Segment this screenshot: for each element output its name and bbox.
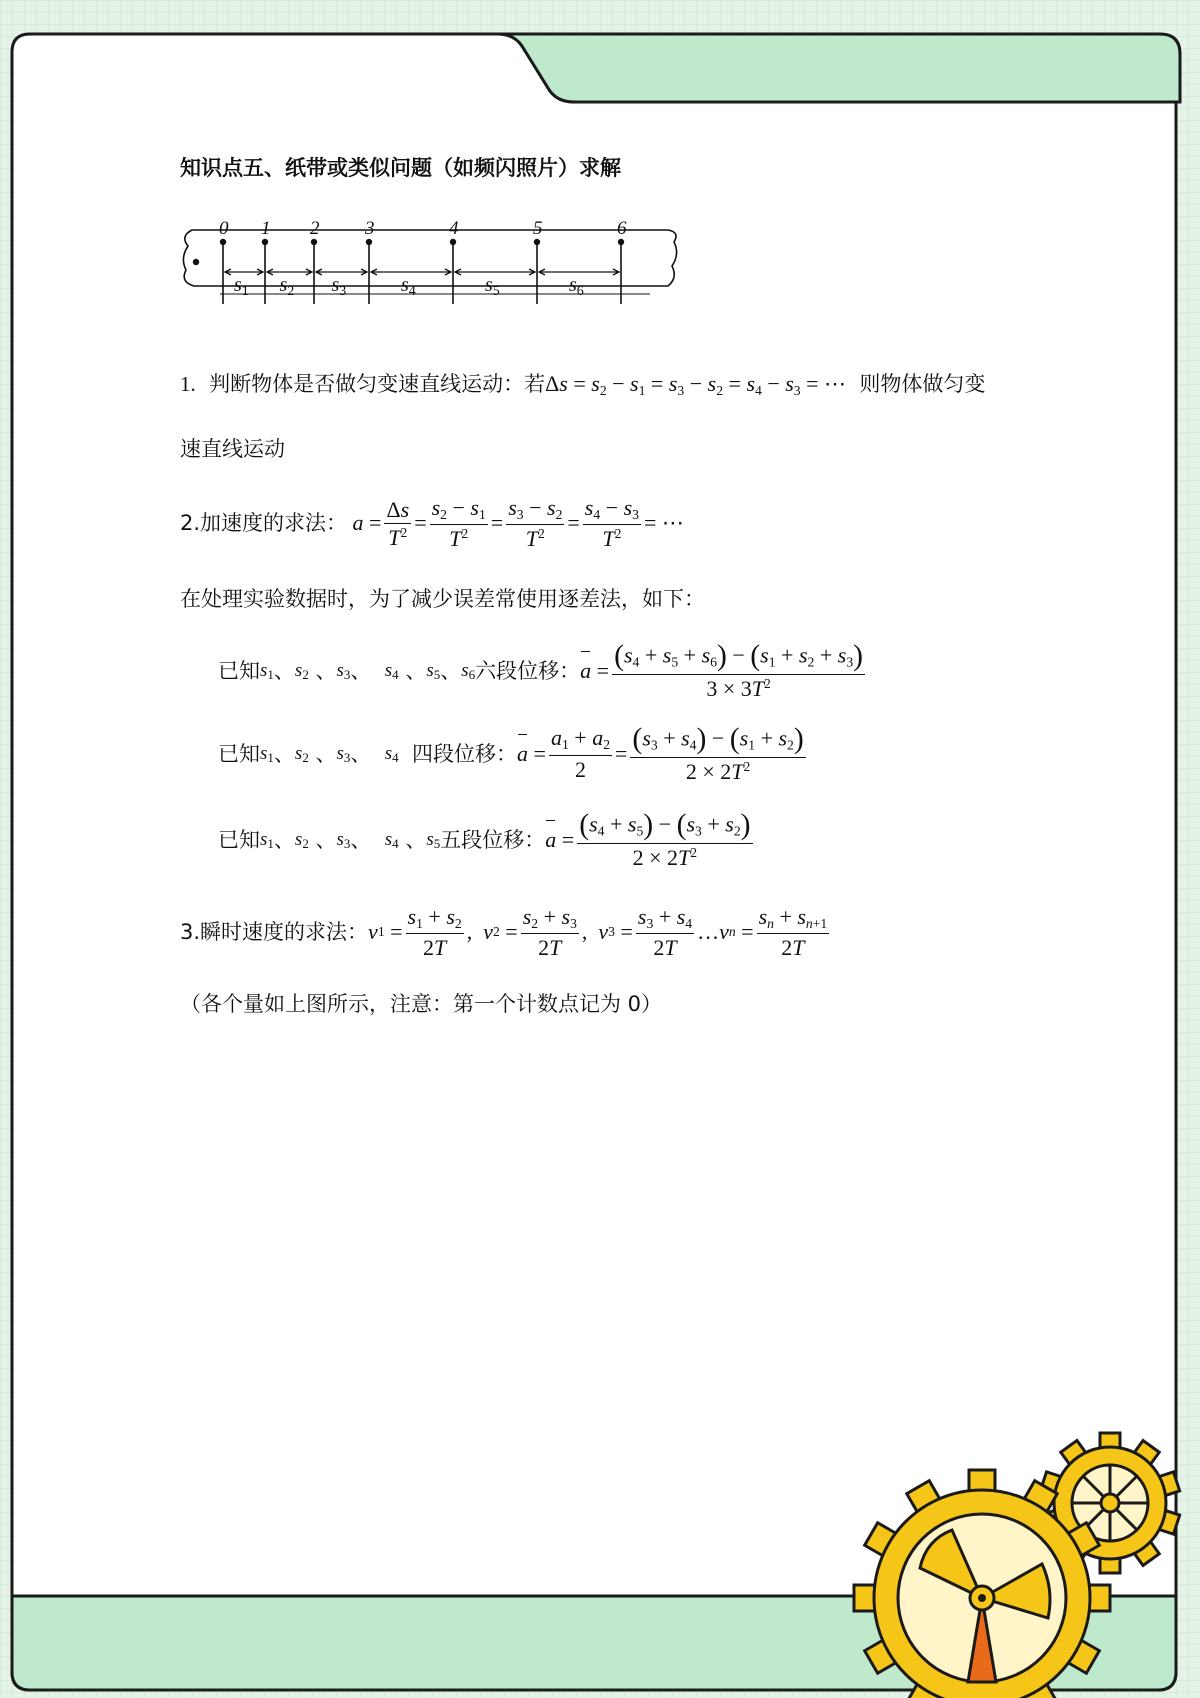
case-six-segments: 已知 s 1 、 s 2 、 s 3 、 s 4 、 s 5 、 s 6 六段位移： a = $\frac{(s_4 + s_5 + s_6) - (s_1 + s_2 + s_3)}{3 \times 3T^2}$ [218,641,868,700]
tape-segment-label: s5 [485,274,500,299]
tape-point-label: 5 [533,218,543,239]
acceleration-formula: a = $\frac{\Delta s}{T^2}$ = $\frac{s_2 - s_1}{T^2}$ = $\frac{s_3 - s_2}{T^2}$ = $\frac{s_4 - s_3}{T^2}$ = ⋯ [352,495,684,552]
item-1-tail: 则物体做匀变 [859,372,986,396]
header-tab [498,34,1180,102]
item-3-label: 3.瞬时速度的求法： [180,920,369,945]
tape-point-label: 3 [365,218,375,239]
tape-point-label: 4 [449,218,459,239]
case-four-segments: 已知 s 1 、 s 2 、 s 3 、 s 4 四段位移： a = $\frac{a_1 + a_2}{2}$ = $\frac{(s_3 + s_4) - (s_1 + s_2)}{2 \times 2T^2}$ [218,724,809,783]
tape-point-label: 2 [310,218,320,239]
four-segment-formula: a = $\frac{a_1 + a_2}{2}$ = $\frac{(s_3 + s_4) - (s_1 + s_2)}{2 \times 2T^2}$ [517,723,804,785]
item-2-label: 2.加速度的求法： [180,511,348,536]
five-segment-formula: a = $\frac{(s_4 + s_5) - (s_3 + s_2)}{2 \times 2T^2}$ [545,809,751,871]
tape-point-label: 1 [261,218,271,239]
item-1-intro: 判断物体是否做匀变速直线运动：若 [209,372,546,396]
item-1-formula: $\Delta s = s_2 - s_1 = s_3 - s_2 = s_4 - s_3$ = ⋯ [545,371,847,399]
case-five-segments: 已知 s 1 、 s 2 、 s 3 、 s 4 、 s 5 五段位移： a = $\frac{(s_4 + s_5) - (s_3 + s_2)}{2 \times 2T^2}$ [218,810,756,869]
tape-segment-label: s6 [569,274,584,299]
item-1-wrap: 速直线运动 [180,437,285,461]
tape-point-label: 0 [219,218,229,239]
case-1-prefix: 已知 [218,658,260,683]
item-1-line [180,370,985,405]
tape-point-label: 6 [617,218,627,239]
velocity-formulas: v 1 = $\frac{s_1 + s_2}{2T}$ , v 2 = $\frac{s_2 + s_3}{2T}$ , v 3 = $\frac{s_3 + s_4}{2T}$ … v n = $\frac{s_n + s_{n+1}}{2T}$ [368,904,828,961]
six-segment-formula: a = $\frac{(s_4 + s_5 + s_6) - (s_1 + s_2 + s_3)}{3 \times 3T^2}$ [580,640,864,702]
tape-labels [180,218,700,332]
item-3-line [180,905,832,959]
tape-segment-label: s1 [234,274,249,299]
case-2-prefix: 已知 [218,741,260,766]
tape-segment-label: s2 [279,274,295,299]
item-2-line [180,496,684,551]
tape-segment-label: s3 [331,274,347,299]
note: （各个量如上图所示，注意：第一个计数点记为 0） [180,992,663,1016]
gears-decoration [850,1385,1200,1698]
item-1-number: 1. [180,372,196,396]
tape-segment-label: s4 [401,274,416,299]
case-2-tail: 四段位移： [412,741,518,766]
case-3-tail: 五段位移： [440,827,546,852]
case-1-tail: 六段位移： [475,658,581,683]
method-intro: 在处理实验数据时，为了减少误差常使用逐差法，如下： [180,587,705,611]
case-3-prefix: 已知 [218,827,260,852]
section-heading: 知识点五、纸带或类似问题（如频闪照片）求解 [180,156,621,180]
